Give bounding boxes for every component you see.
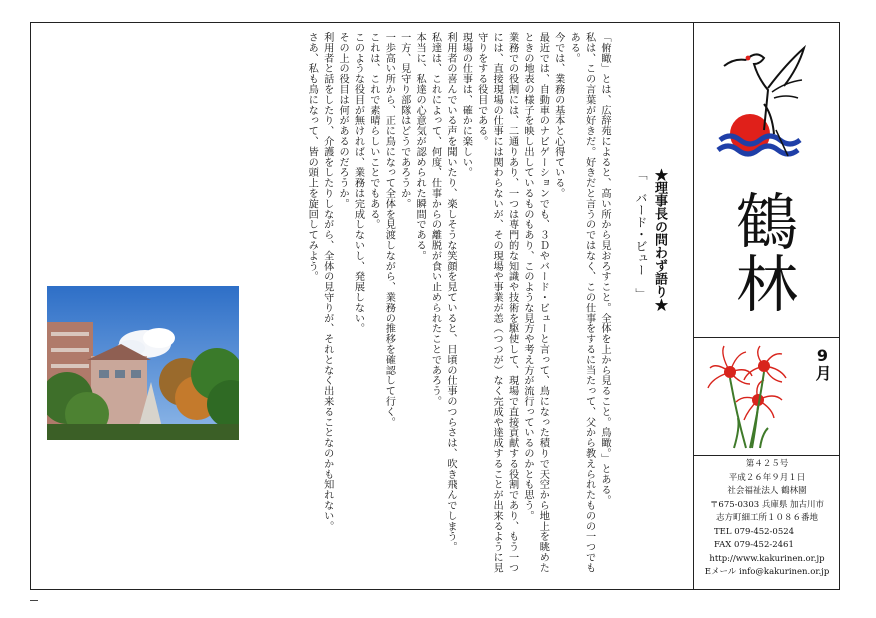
article-heading: ★理事長の問わず語り★ <box>652 168 667 311</box>
article-paragraph: その上の役目は何があるのだろうか。 <box>337 32 349 209</box>
corner-mark <box>30 600 38 601</box>
crane-logo-icon <box>716 44 808 160</box>
article-paragraph: これは、これで素晴らしいことでもある。 <box>367 32 379 230</box>
issue-date: 平成２６年９月１日 <box>728 472 806 483</box>
article-paragraph: 私達は、これによって、何度、仕事からの離脱が食い止められたことであろう。 <box>429 32 441 407</box>
fax: FAX 079-452-2461 <box>714 540 794 550</box>
article-paragraph: 「俯瞰」とは、広辞苑によると、高い所から見おろすこと。全体を上から見ること。鳥瞰。」とある。 <box>599 32 610 506</box>
article-subheading: 「 バード・ビュー 」 <box>634 168 648 300</box>
article-paragraph: 今では、業務の基本と心得ている。 <box>552 32 564 199</box>
building-photo <box>47 286 239 440</box>
article-paragraph: 最近では、自動車のナビゲーションでも、３Ｄやバード・ビューと言って、鳥になった積りで天空から地上を眺めたときの地表の様子を映し出しているものもあり、このような見方や考え方が流行っているのかとも思う。 <box>521 32 549 573</box>
article-paragraph: 一方、見守り部隊はどうであろうか。 <box>398 32 410 209</box>
publication-info <box>696 458 838 580</box>
telephone: TEL 079-452-0524 <box>714 526 795 537</box>
article-paragraph: 利用者と話をしたり、介護をしたりしながら、全体の見守りが、それとなく出来ることなのかも知れない。 <box>321 32 333 532</box>
newsletter-title <box>703 170 831 338</box>
article-paragraph: 本当に、私達の心意気が認められた瞬間である。 <box>414 32 426 261</box>
spider-lily-icon <box>700 342 800 450</box>
issue-number: 第４２５号 <box>745 459 789 469</box>
issue-month: 9月 <box>813 346 832 381</box>
article-paragraph: 業務での役割には、二通りあり、一つは専門的な知識や技術を駆使して、現場で直接貢献する役割であり、もう一つには、直接現場の仕事には関わらないが、その現場や事業が恙（つつが）なく完成や達成することが出来るように見守りをする役目である。 <box>475 32 518 573</box>
article-paragraph: 現場の仕事は、確かに楽しい。 <box>460 32 472 178</box>
article-paragraph: 私は、この言葉が好きだ。好きだと言うのではなく、この仕事をするに当たって、父から教えられたものの一つでもある。 <box>568 32 595 573</box>
info-separator <box>694 455 840 456</box>
article-headline <box>632 168 668 408</box>
article-paragraph: さあ、私も鳥になって、皆の頭上を旋回してみよう。 <box>306 32 318 282</box>
article-paragraph: 一歩高い所から、正に鳥になって全体を見渡しながら、業務の推移を確認して行く。 <box>383 32 395 428</box>
column-divider <box>693 22 694 590</box>
article-paragraph: 利用者の喜んでいる声を聞いたり、楽しそうな笑顔を見ていると、日頃の仕事のつらさは、吹き飛んでしまう。 <box>444 32 456 552</box>
address-line-2: 志方町細工所１０８６番地 <box>715 513 818 523</box>
article-paragraph: このような役目が無ければ、業務は完成しないし、発展しない。 <box>352 32 364 334</box>
address-line-1: 〒675-0303 兵庫県 加古川市 <box>709 499 825 510</box>
email-link[interactable]: Eメール info@kakurinen.or.jp <box>704 567 830 577</box>
title-char: 林 <box>735 248 798 321</box>
title-char: 鶴 <box>735 186 798 259</box>
website-link[interactable]: http://www.kakurinen.or.jp <box>709 553 825 564</box>
organization-name: 社会福祉法人 鶴林園 <box>727 486 807 496</box>
